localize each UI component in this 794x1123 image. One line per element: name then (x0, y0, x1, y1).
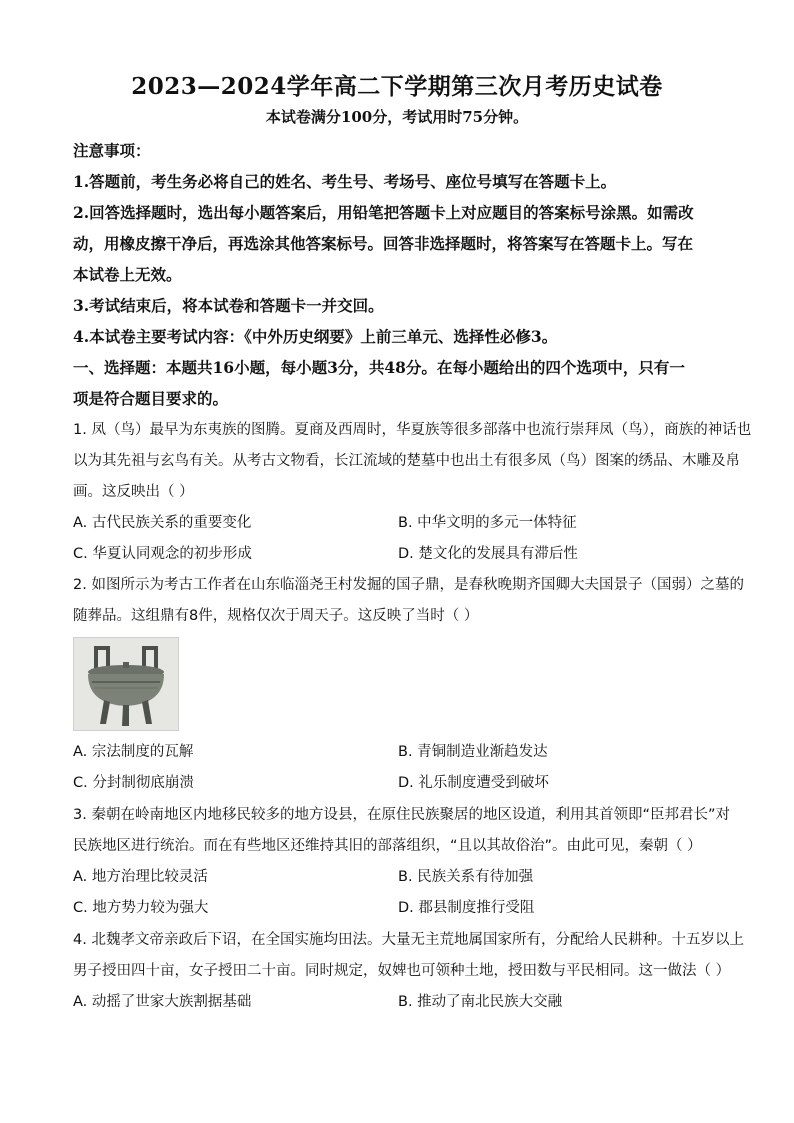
bronze-ding-icon (74, 638, 178, 730)
notice-item-1: 1.答题前，考生务必将自己的姓名、考生号、考场号、座位号填写在答题卡上。 (73, 172, 617, 191)
notice-item-2-line-2: 动，用橡皮擦干净后，再选涂其他答案标号。回答非选择题时，将答案写在答题卡上。写在 (73, 234, 694, 253)
question-1-line-1: 1. 凤（鸟）最早为东夷族的图腾。夏商及西周时，华夏族等很多部落中也流行崇拜凤（鸟），商族的神话也 (73, 422, 752, 438)
notice-item-4: 4.本试卷主要考试内容：《中外历史纲要》上前三单元、选择性必修3。 (73, 327, 558, 346)
question-1-line-3: 画。这反映出（ ） (73, 484, 194, 500)
question-3-option-d[interactable]: D. 郡县制度推行受阻 (398, 900, 535, 916)
question-3-option-b[interactable]: B. 民族关系有待加强 (398, 869, 534, 885)
question-4-line-2: 男子授田四十亩，女子授田二十亩。同时规定，奴婢也可领种土地，授田数与平民相同。这一做法（ ） (73, 963, 731, 979)
question-3-option-c[interactable]: C. 地方势力较为强大 (73, 900, 209, 916)
question-4-option-a[interactable]: A. 动摇了世家大族割据基础 (73, 994, 252, 1010)
question-4-line-1: 4. 北魏孝文帝亲政后下诏，在全国实施均田法。大量无主荒地属国家所有，分配给人民耕种。十五岁以上 (73, 932, 744, 948)
question-2-option-c[interactable]: C. 分封制彻底崩溃 (73, 775, 194, 791)
question-2-option-b[interactable]: B. 青铜制造业渐趋发达 (398, 744, 548, 760)
question-1-option-a[interactable]: A. 古代民族关系的重要变化 (73, 515, 252, 531)
question-4-option-b[interactable]: B. 推动了南北民族大交融 (398, 994, 563, 1010)
question-3-option-a[interactable]: A. 地方治理比较灵活 (73, 869, 208, 885)
notice-item-2-line-3: 本试卷上无效。 (73, 265, 182, 284)
question-2-option-a[interactable]: A. 宗法制度的瓦解 (73, 744, 194, 760)
question-2-option-d[interactable]: D. 礼乐制度遭受到破坏 (398, 775, 549, 791)
bronze-ding-image (73, 637, 179, 731)
notice-item-3: 3.考试结束后，将本试卷和答题卡一并交回。 (73, 296, 384, 315)
page-subtitle: 本试卷满分100分，考试用时75分钟。 (265, 108, 529, 126)
notice-heading: 注意事项： (73, 141, 151, 160)
page-title: 2023—2024学年高二下学期第三次月考历史试卷 (131, 73, 663, 100)
section-heading-line-2: 项是符合题目要求的。 (73, 389, 229, 408)
notice-item-2-line-1: 2.回答选择题时，选出每小题答案后，用铅笔把答题卡上对应题目的答案标号涂黑。如需改 (73, 203, 694, 222)
question-1-option-d[interactable]: D. 楚文化的发展具有滞后性 (398, 546, 578, 562)
question-2-line-2: 随葬品。这组鼎有8件，规格仅次于周天子。这反映了当时（ ） (73, 608, 479, 624)
question-2-line-1: 2. 如图所示为考古工作者在山东临淄尧王村发掘的国子鼎，是春秋晚期齐国卿大夫国景子（国弱）之墓的 (73, 577, 744, 593)
question-3-line-1: 3. 秦朝在岭南地区内地移民较多的地方设县，在原住民族聚居的地区设道，利用其首领即“臣邦君长”对 (73, 807, 730, 823)
question-1-option-b[interactable]: B. 中华文明的多元一体特征 (398, 515, 577, 531)
question-1-option-c[interactable]: C. 华夏认同观念的初步形成 (73, 546, 252, 562)
question-1-line-2: 以为其先祖与玄鸟有关。从考古文物看，长江流域的楚墓中也出土有很多凤（鸟）图案的绣品、木雕及帛 (73, 453, 740, 469)
section-heading-line-1: 一、选择题：本题共16小题，每小题3分，共48分。在每小题给出的四个选项中，只有一 (73, 358, 685, 377)
question-3-line-2: 民族地区进行统治。而在有些地区还维持其旧的部落组织，“且以其故俗治”。由此可见，秦朝（ ） (73, 838, 702, 854)
